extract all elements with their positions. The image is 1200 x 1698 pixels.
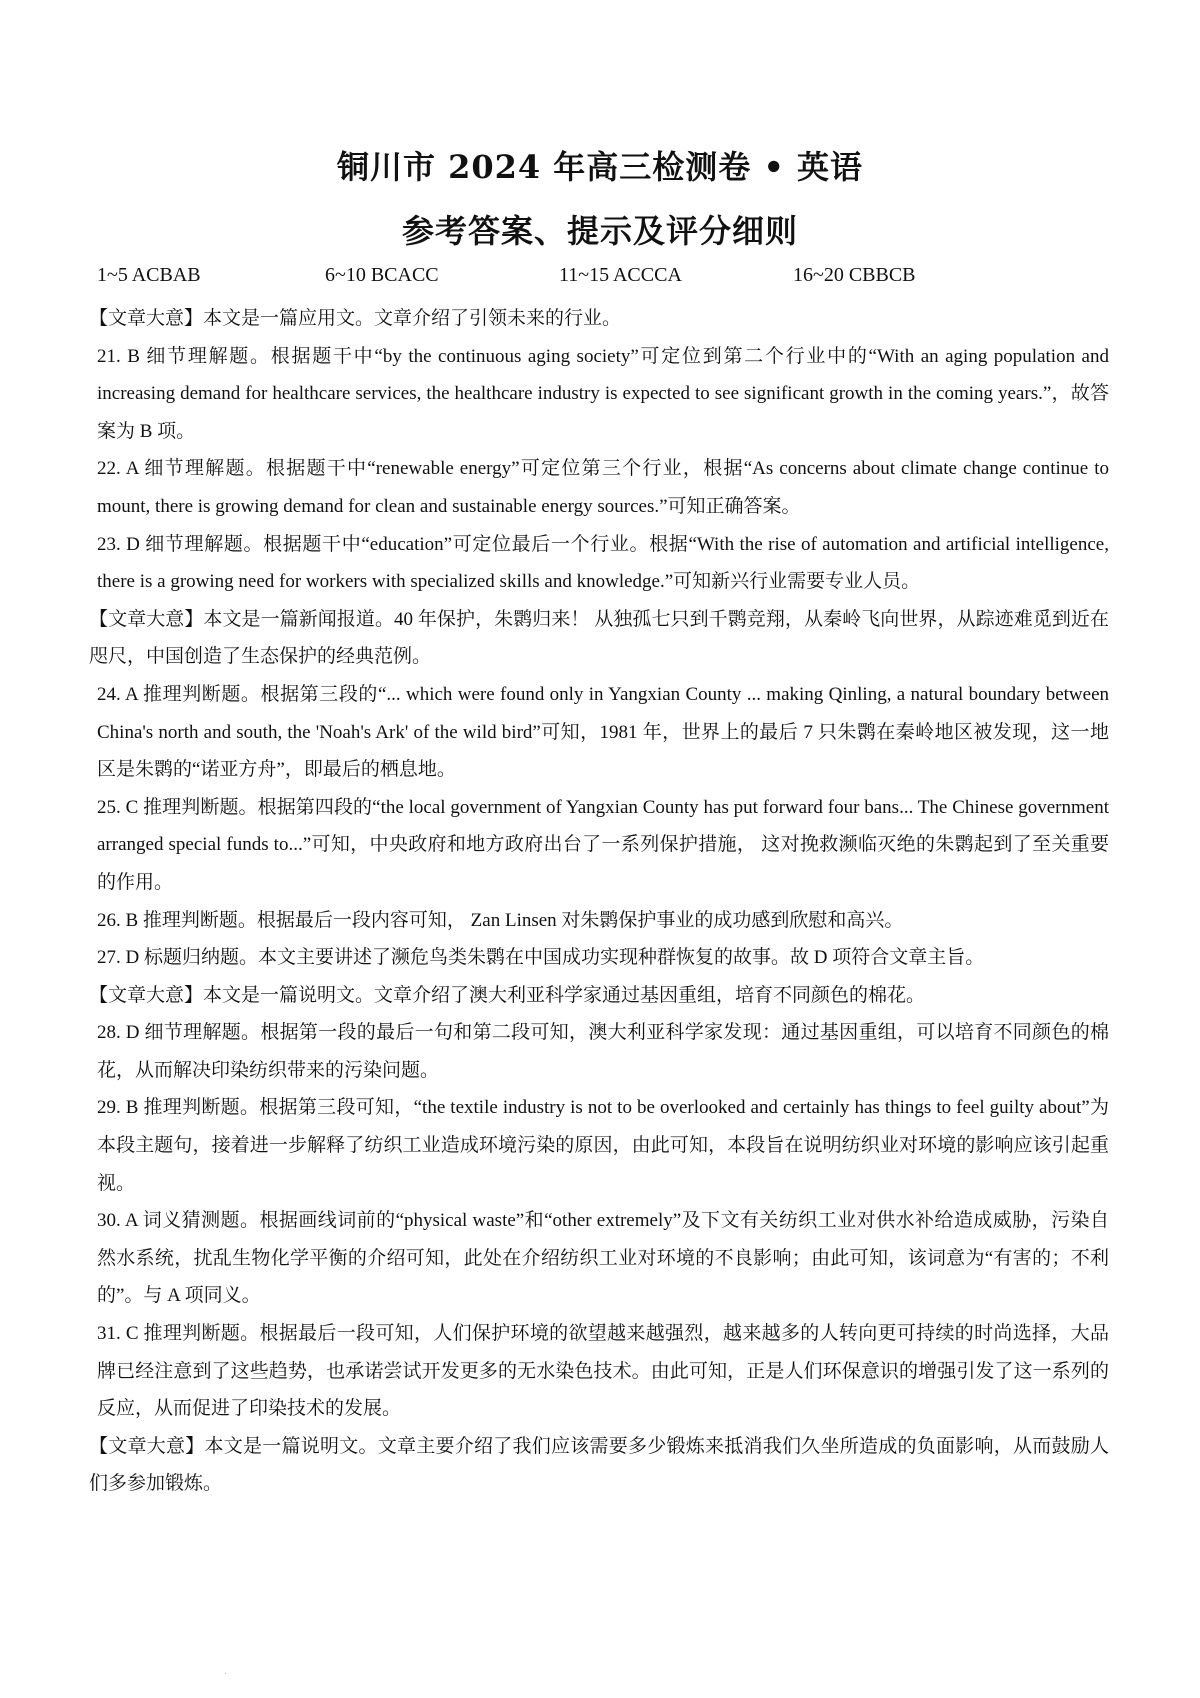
answer-group: 16~20 CBBCB — [793, 264, 916, 286]
page-mark: . — [224, 1666, 228, 1677]
article-summary: 【文章大意】本文是一篇说明文。文章介绍了澳大利亚科学家通过基因重组，培育不同颜色的棉花。 — [89, 984, 926, 1006]
question-explanation: 21. B 细节理解题。根据题干中“by the continuous aging society”可定位到第二个行业中的“With an aging population and increasing demand for healthcare services, the healthcare industry is expected to see significant growth in the coming years.”，故答案为 B 项。 — [97, 345, 1109, 442]
answer-explanations — [89, 300, 1109, 1503]
question-explanation: 27. D 标题归纳题。本文主要讲述了濒危鸟类朱鹮在中国成功实现种群恢复的故事。故 D 项符合文章主旨。 — [97, 947, 985, 969]
question-explanation: 31. C 推理判断题。根据最后一段可知，人们保护环境的欲望越来越强烈，越来越多的人转向更可持续的时尚选择，大品牌已经注意到了这些趋势，也承诺尝试开发更多的无水染色技术。由此可知，正是人们环保意识的增强引发了这一系列的反应，从而促进了印染技术的发展。 — [97, 1323, 1109, 1420]
document-subtitle: 参考答案、提示及评分细则 — [401, 212, 798, 250]
question-explanation: 25. C 推理判断题。根据第四段的“the local government of Yangxian County has put forward four bans... The Chinese government arranged special funds to...”可知，中央政府和地方政府出台了一系列保护措施， 这对挽救濒临灭绝的朱鹮起到了至关重要的作用。 — [97, 796, 1109, 893]
question-explanation: 26. B 推理判断题。根据最后一段内容可知， Zan Linsen 对朱鹮保护事业的成功感到欣慰和高兴。 — [97, 909, 904, 931]
answer-key-row — [97, 264, 1107, 294]
answer-group: 11~15 ACCCA — [559, 264, 682, 286]
article-summary: 【文章大意】本文是一篇新闻报道。40 年保护，朱鹮归来！ 从独孤七只到千鹮竞翔，从秦岭飞向世界，从踪迹难觅到近在咫尺，中国创造了生态保护的经典范例。 — [89, 608, 1109, 668]
document-title: 铜川市 2024 年高三检测卷 • 英语 — [336, 148, 864, 186]
question-explanation: 29. B 推理判断题。根据第三段可知，“the textile industry is not to be overlooked and certainly has things to feel guilty about”为本段主题句，接着进一步解释了纺织工业造成环境污染的原因，由此可知，本段旨在说明纺织业对环境的影响应该引起重视。 — [97, 1097, 1109, 1194]
question-explanation: 22. A 细节理解题。根据题干中“renewable energy”可定位第三个行业，根据“As concerns about climate change continue to mount, there is growing demand for clean and sustainable energy sources.”可知正确答案。 — [97, 458, 1109, 517]
answer-group: 6~10 BCACC — [325, 264, 439, 286]
question-explanation: 28. D 细节理解题。根据第一段的最后一句和第二段可知，澳大利亚科学家发现：通过基因重组，可以培育不同颜色的棉花，从而解决印染纺织带来的污染问题。 — [97, 1022, 1109, 1081]
article-summary: 【文章大意】本文是一篇应用文。文章介绍了引领未来的行业。 — [89, 308, 622, 329]
answer-group: 1~5 ACBAB — [97, 264, 201, 286]
question-explanation: 30. A 词义猜测题。根据画线词前的“physical waste”和“other extremely”及下文有关纺织工业对供水补给造成威胁，污染自然水系统，扰乱生物化学平衡的介绍可知，此处在介绍纺织工业对环境的不良影响；由此可知，该词意为“有害的；不利的”。与 A 项同义。 — [97, 1210, 1109, 1307]
question-explanation: 24. A 推理判断题。根据第三段的“... which were found only in Yangxian County ... making Qinling, a natural boundary between China's north and south, the 'Noah's Ark' of the wild bird”可知，1981 年，世界上的最后 7 只朱鹮在秦岭地区被发现，这一地区是朱鹮的“诺亚方舟”，即最后的栖息地。 — [97, 683, 1109, 781]
question-explanation: 23. D 细节理解题。根据题干中“education”可定位最后一个行业。根据“With the rise of automation and artificial intelligence, there is a growing need for workers with specialized skills and knowledge.”可知新兴行业需要专业人员。 — [97, 533, 1109, 593]
article-summary: 【文章大意】本文是一篇说明文。文章主要介绍了我们应该需要多少锻炼来抵消我们久坐所造成的负面影响，从而鼓励人们多参加锻炼。 — [89, 1435, 1109, 1495]
